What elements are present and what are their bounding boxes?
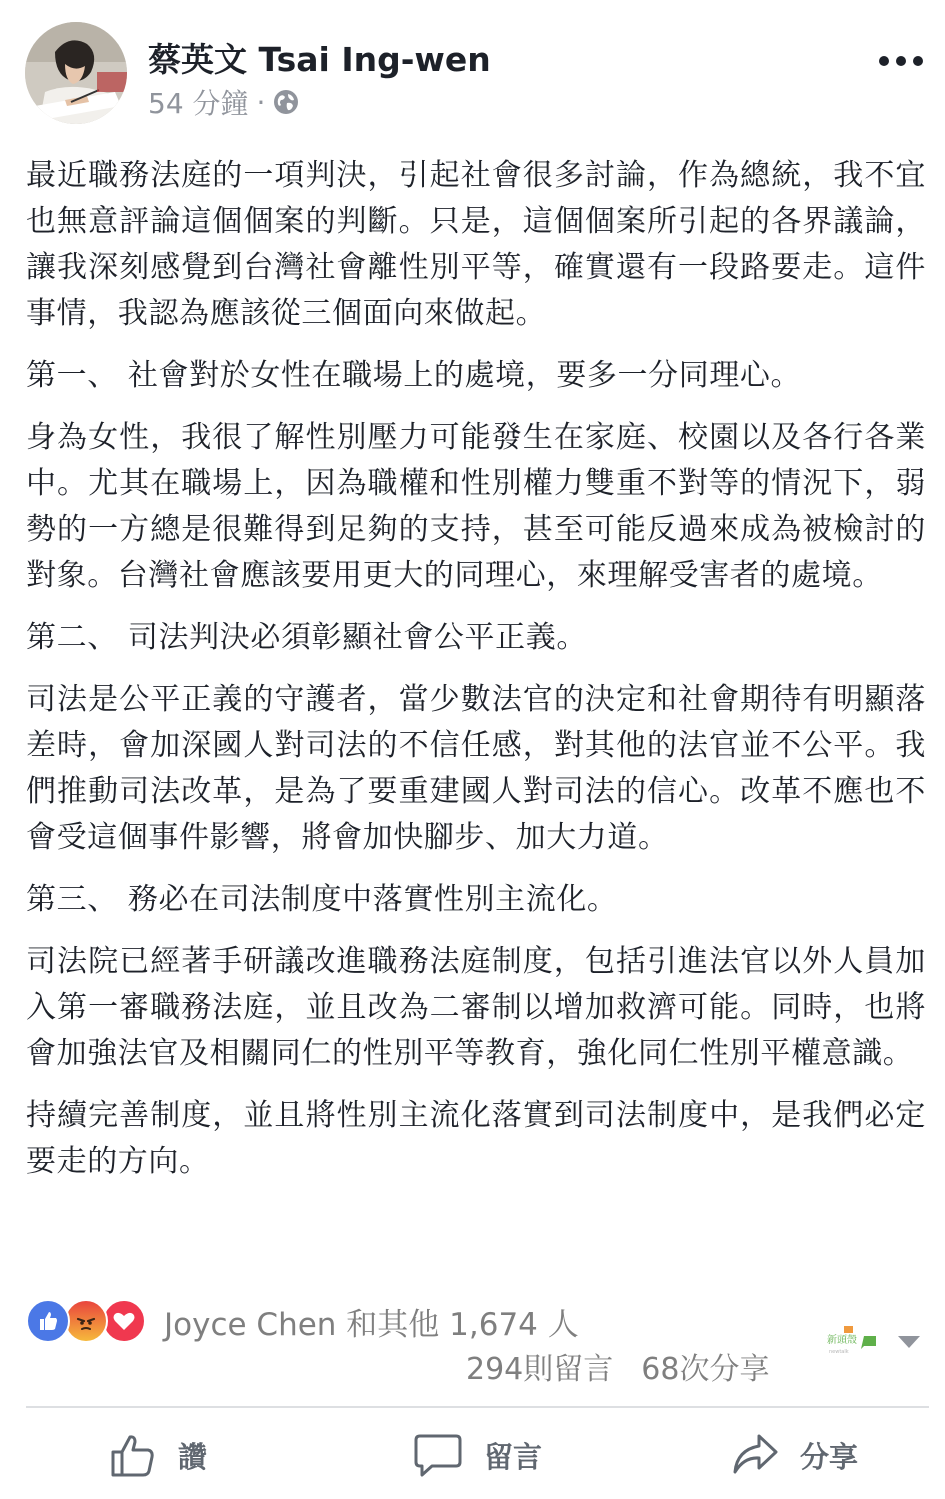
post-body <box>26 153 926 1201</box>
dot <box>896 56 906 66</box>
love-reaction-icon <box>102 1299 146 1343</box>
angry-reaction-icon <box>64 1299 108 1343</box>
author-avatar[interactable] <box>25 22 127 124</box>
post-paragraph: 司法院已經著手研議改進職務法庭制度，包括引進法官以外人員加入第一審職務法庭，並且改為二審制以增加救濟可能。同時，也將會加強法官及相關同仁的性別平等教育，強化同仁性別平權意識。 <box>26 944 926 1071</box>
dot <box>913 56 923 66</box>
post-paragraph: 第一、 社會對於女性在職場上的處境，要多一分同理心。 <box>26 358 802 393</box>
share-button[interactable] <box>732 1430 858 1480</box>
share-label: 分享 <box>800 1439 859 1474</box>
author-name[interactable]: 蔡英文 Tsai Ing-wen <box>148 40 491 79</box>
post-timestamp[interactable]: 54 分鐘 <box>148 87 249 120</box>
engagement-counts <box>466 1344 769 1388</box>
comment-button[interactable] <box>414 1430 542 1480</box>
like-reaction-icon <box>26 1299 70 1343</box>
newtalk-logo-icon <box>826 1326 878 1356</box>
reactions-summary[interactable] <box>26 1298 579 1344</box>
post-paragraph: 持續完善制度，並且將性別主流化落實到司法制度中，是我們必定要走的方向。 <box>26 1098 926 1179</box>
post-actions <box>0 1408 945 1499</box>
post-header <box>0 0 945 140</box>
like-label: 讚 <box>178 1439 208 1474</box>
badge-text: 新頭殼 <box>827 1335 857 1346</box>
post-paragraph: 身為女性，我很了解性別壓力可能發生在家庭、校園以及各行各業中。尤其在職場上，因為職權和性別權力雙重不對等的情況下，弱勢的一方總是很難得到足夠的支持，甚至可能反過來成為被檢討的對象。台灣社會應該要用更大的同理心，來理解受害者的處境。 <box>26 420 926 593</box>
post-paragraph: 最近職務法庭的一項判決，引起社會很多討論，作為總統，我不宜也無意評論這個個案的判斷。只是，這個個案所引起的各界議論，讓我深刻感覺到台灣社會離性別平等，確實還有一段路要走。這件事情，我認為應該從三個面向來做起。 <box>26 158 926 331</box>
globe-icon[interactable] <box>273 89 299 115</box>
like-icon <box>110 1432 156 1478</box>
dot <box>879 56 889 66</box>
share-count[interactable]: 68次分享 <box>641 1352 770 1387</box>
badge-subtext: newtalk <box>829 1349 849 1355</box>
comment-count[interactable]: 294則留言 <box>466 1352 614 1387</box>
post-paragraph: 司法是公平正義的守護者，當少數法官的決定和社會期待有明顯落差時，會加深國人對司法的不信任感，對其他的法官並不公平。我們推動司法改革，是為了要重建國人對司法的信心。改革不應也不會受這個事件影響，將會加快腳步、加大力道。 <box>26 682 926 855</box>
post-meta <box>148 82 299 122</box>
post-paragraph: 第三、 務必在司法制度中落實性別主流化。 <box>26 882 618 917</box>
meta-separator: · <box>256 85 266 119</box>
post-paragraph: 第二、 司法判決必須彰顯社會公平正義。 <box>26 620 587 655</box>
chevron-down-icon[interactable] <box>896 1334 922 1350</box>
like-button[interactable] <box>110 1430 207 1480</box>
comment-icon <box>414 1432 462 1478</box>
share-icon <box>732 1432 778 1478</box>
comment-label: 留言 <box>484 1439 543 1474</box>
more-dots-icon[interactable] <box>879 52 923 70</box>
reactions-text[interactable]: Joyce Chen 和其他 1,674 人 <box>164 1306 579 1343</box>
